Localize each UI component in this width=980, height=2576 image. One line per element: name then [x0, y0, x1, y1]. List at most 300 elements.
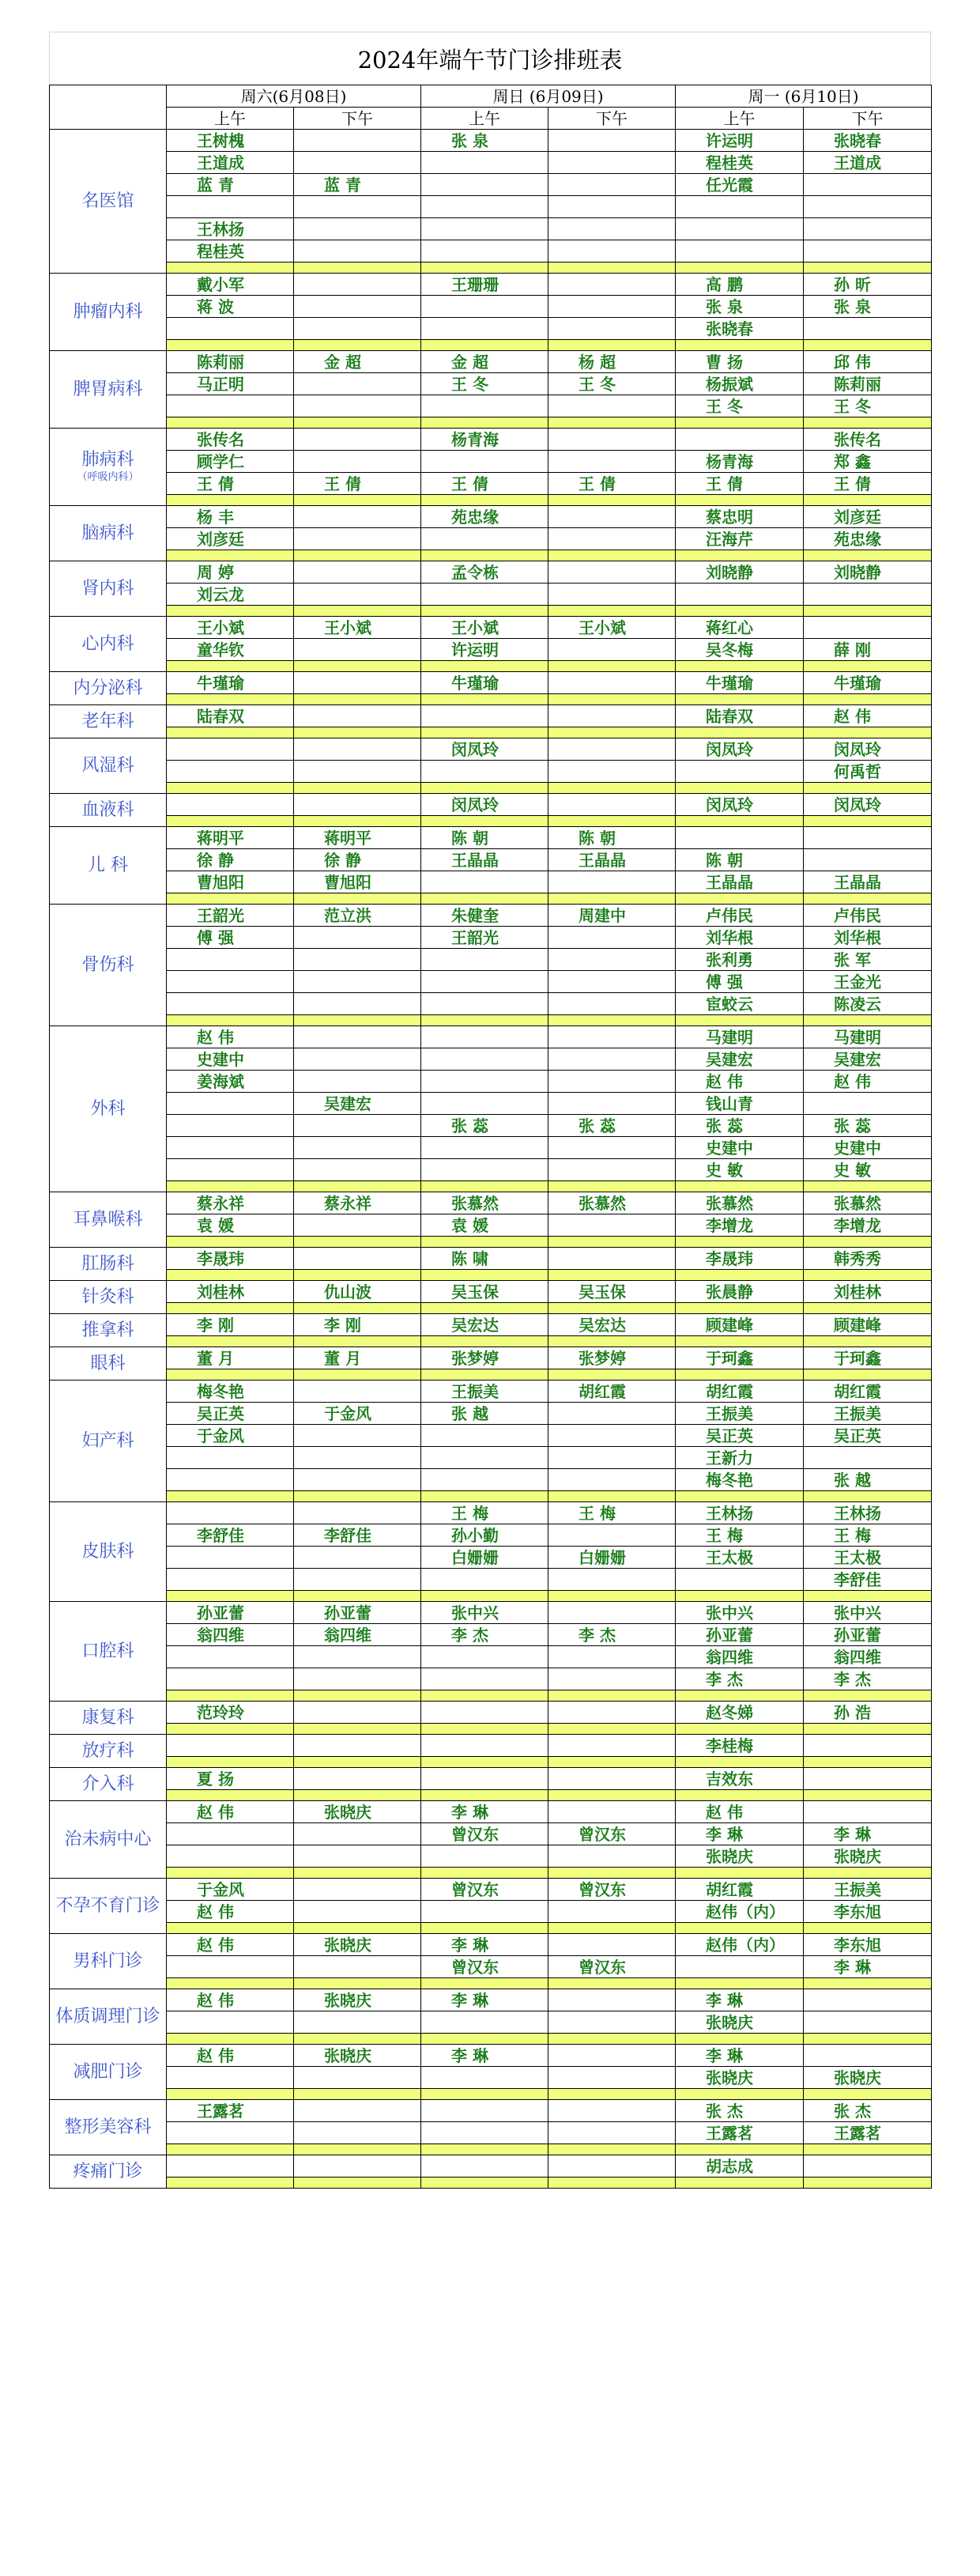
doctor-cell: 刘桂林	[804, 1281, 932, 1303]
doctor-cell	[804, 617, 932, 639]
department-cell	[50, 561, 167, 617]
doctor-cell: 赵 伟	[167, 1934, 294, 1956]
doctor-cell: 牛瑾瑜	[676, 672, 804, 694]
doctor-cell	[548, 639, 676, 661]
doctor-cell	[421, 1702, 548, 1724]
doctor-cell: 吴正英	[167, 1403, 294, 1425]
doctor-cell: 马建明	[676, 1026, 804, 1048]
doctor-cell: 孙亚蕾	[676, 1624, 804, 1646]
doctor-cell	[294, 1569, 421, 1591]
department-name: 外科	[90, 1098, 126, 1119]
doctor-cell: 牛瑾瑜	[167, 672, 294, 694]
doctor-cell	[167, 2011, 294, 2034]
doctor-cell	[294, 705, 421, 727]
doctor-cell: 周建中	[548, 905, 676, 927]
separator-cell	[294, 2034, 421, 2045]
department-name: 血液科	[81, 799, 134, 820]
schedule-title: 2024年端午节门诊排班表	[49, 32, 931, 85]
doctor-cell	[548, 761, 676, 783]
schedule-row	[50, 738, 932, 761]
doctor-cell: 李舒佳	[294, 1524, 421, 1547]
separator-cell	[676, 1015, 804, 1026]
schedule-row	[50, 1702, 932, 1724]
doctor-cell: 李增龙	[676, 1214, 804, 1237]
separator-row	[50, 1015, 932, 1026]
doctor-cell	[548, 871, 676, 893]
doctor-cell	[548, 1768, 676, 1790]
doctor-cell: 梅冬艳	[167, 1381, 294, 1403]
doctor-cell	[548, 395, 676, 417]
department-name: 肾内科	[81, 578, 134, 599]
doctor-cell	[294, 561, 421, 584]
schedule-row	[50, 1524, 932, 1547]
doctor-cell: 张晓春	[804, 130, 932, 152]
separator-row	[50, 1369, 932, 1381]
doctor-cell: 戴小军	[167, 274, 294, 296]
doctor-cell: 王 梅	[804, 1524, 932, 1547]
doctor-cell: 陈 朝	[676, 849, 804, 871]
doctor-cell: 张晓庆	[294, 2045, 421, 2067]
separator-cell	[421, 661, 548, 672]
doctor-cell: 张晓庆	[804, 2067, 932, 2089]
doctor-cell: 吴宏达	[548, 1314, 676, 1336]
doctor-cell	[548, 174, 676, 196]
doctor-cell: 李东旭	[804, 1901, 932, 1923]
schedule-row	[50, 871, 932, 893]
doctor-cell: 王晶晶	[676, 871, 804, 893]
schedule-row	[50, 1403, 932, 1425]
doctor-cell	[548, 1569, 676, 1591]
doctor-cell: 李晟玮	[167, 1248, 294, 1270]
separator-cell	[421, 1868, 548, 1879]
separator-cell	[294, 550, 421, 561]
separator-row	[50, 816, 932, 827]
doctor-cell	[421, 174, 548, 196]
doctor-cell	[804, 584, 932, 606]
separator-row	[50, 340, 932, 351]
separator-cell	[421, 550, 548, 561]
doctor-cell: 苑忠缘	[804, 528, 932, 550]
period-am: 上午	[676, 108, 804, 130]
doctor-cell	[294, 1702, 421, 1724]
department-name: 眼科	[90, 1353, 126, 1373]
doctor-cell: 赵 伟	[167, 1801, 294, 1823]
doctor-cell	[294, 1137, 421, 1159]
separator-cell	[804, 694, 932, 705]
doctor-cell	[421, 1469, 548, 1491]
doctor-cell	[294, 1115, 421, 1137]
separator-cell	[167, 263, 294, 274]
department-name: 耳鼻喉科	[73, 1209, 143, 1229]
doctor-cell: 杨振斌	[676, 373, 804, 395]
doctor-cell	[294, 761, 421, 783]
schedule-body	[50, 85, 932, 2189]
department-name: 体质调理门诊	[55, 2006, 160, 2026]
schedule-table	[49, 85, 932, 2189]
separator-cell	[421, 783, 548, 794]
doctor-cell	[294, 1447, 421, 1469]
doctor-cell	[421, 2011, 548, 2034]
doctor-cell	[167, 1502, 294, 1524]
separator-cell	[548, 727, 676, 738]
doctor-cell	[294, 639, 421, 661]
doctor-cell: 李 杰	[804, 1668, 932, 1690]
separator-cell	[804, 783, 932, 794]
doctor-cell	[548, 584, 676, 606]
separator-cell	[294, 1491, 421, 1502]
doctor-cell: 张中兴	[804, 1602, 932, 1624]
separator-cell	[421, 2034, 548, 2045]
doctor-cell	[548, 993, 676, 1015]
schedule-row	[50, 2011, 932, 2034]
doctor-cell: 杨青海	[676, 451, 804, 473]
doctor-cell	[167, 794, 294, 816]
separator-cell	[167, 550, 294, 561]
doctor-cell: 顾建峰	[804, 1314, 932, 1336]
doctor-cell	[294, 949, 421, 971]
doctor-cell	[294, 1159, 421, 1181]
separator-cell	[804, 606, 932, 617]
doctor-cell	[294, 240, 421, 263]
doctor-cell	[548, 1735, 676, 1757]
separator-cell	[294, 1369, 421, 1381]
doctor-cell: 吴正英	[804, 1425, 932, 1447]
doctor-cell	[167, 971, 294, 993]
separator-cell	[421, 606, 548, 617]
separator-cell	[421, 495, 548, 506]
doctor-cell: 李舒佳	[804, 1569, 932, 1591]
doctor-cell: 王晶晶	[421, 849, 548, 871]
doctor-cell	[548, 296, 676, 318]
doctor-cell	[421, 1071, 548, 1093]
doctor-cell: 闵凤玲	[421, 794, 548, 816]
separator-cell	[804, 417, 932, 429]
separator-row	[50, 661, 932, 672]
separator-cell	[294, 1923, 421, 1934]
doctor-cell	[421, 152, 548, 174]
doctor-cell	[548, 2011, 676, 2034]
doctor-cell: 杨 丰	[167, 506, 294, 528]
doctor-cell	[548, 1137, 676, 1159]
schedule-row	[50, 351, 932, 373]
doctor-cell: 吴玉保	[548, 1281, 676, 1303]
doctor-cell: 张 越	[421, 1403, 548, 1425]
schedule-row	[50, 1281, 932, 1303]
doctor-cell	[804, 827, 932, 849]
separator-cell	[804, 1270, 932, 1281]
doctor-cell: 刘华根	[676, 927, 804, 949]
separator-cell	[167, 661, 294, 672]
separator-cell	[294, 495, 421, 506]
separator-cell	[548, 1270, 676, 1281]
doctor-cell: 王 倩	[294, 473, 421, 495]
doctor-cell: 王小斌	[421, 617, 548, 639]
separator-row	[50, 1336, 932, 1347]
doctor-cell: 徐 静	[294, 849, 421, 871]
doctor-cell: 陈莉丽	[167, 351, 294, 373]
separator-cell	[676, 1336, 804, 1347]
department-cell	[50, 1801, 167, 1879]
separator-row	[50, 1724, 932, 1735]
doctor-cell	[167, 1956, 294, 1978]
separator-cell	[548, 2178, 676, 2189]
schedule-row	[50, 1502, 932, 1524]
doctor-cell	[294, 2011, 421, 2034]
department-cell	[50, 1602, 167, 1702]
schedule-row	[50, 196, 932, 218]
separator-cell	[294, 1690, 421, 1702]
schedule-row	[50, 528, 932, 550]
schedule-row	[50, 1214, 932, 1237]
schedule-row	[50, 1048, 932, 1071]
separator-cell	[676, 1303, 804, 1314]
separator-cell	[804, 816, 932, 827]
doctor-cell: 赵伟（内）	[676, 1934, 804, 1956]
doctor-cell: 王振美	[804, 1403, 932, 1425]
doctor-cell: 于金风	[294, 1403, 421, 1425]
doctor-cell	[548, 2067, 676, 2089]
doctor-cell: 曾汉东	[548, 1956, 676, 1978]
department-name: 肺病科	[81, 449, 134, 470]
doctor-cell: 马正明	[167, 373, 294, 395]
separator-cell	[421, 1369, 548, 1381]
doctor-cell: 王林扬	[804, 1502, 932, 1524]
doctor-cell: 曹旭阳	[294, 871, 421, 893]
separator-cell	[167, 727, 294, 738]
doctor-cell: 张慕然	[804, 1192, 932, 1214]
department-name: 风湿科	[81, 755, 134, 776]
doctor-cell	[421, 1159, 548, 1181]
department-name: 整形美容科	[64, 2117, 152, 2137]
separator-cell	[548, 417, 676, 429]
doctor-cell: 刘彦廷	[804, 506, 932, 528]
doctor-cell: 王振美	[421, 1381, 548, 1403]
separator-row	[50, 1978, 932, 1989]
doctor-cell: 王 倩	[804, 473, 932, 495]
doctor-cell: 王韶光	[167, 905, 294, 927]
schedule-row	[50, 1956, 932, 1978]
doctor-cell: 吴建宏	[676, 1048, 804, 1071]
doctor-cell: 王道成	[804, 152, 932, 174]
doctor-cell: 何禹哲	[804, 761, 932, 783]
doctor-cell	[548, 1845, 676, 1868]
corner-cell	[50, 85, 167, 130]
separator-cell	[676, 1181, 804, 1192]
separator-cell	[804, 1336, 932, 1347]
schedule-row	[50, 1989, 932, 2011]
doctor-cell: 王小斌	[294, 617, 421, 639]
doctor-cell	[804, 1989, 932, 2011]
day-header-row	[50, 85, 932, 108]
doctor-cell: 张中兴	[676, 1602, 804, 1624]
department-cell	[50, 1381, 167, 1502]
doctor-cell: 吴正英	[676, 1425, 804, 1447]
doctor-cell: 闵凤玲	[676, 738, 804, 761]
doctor-cell: 张晓庆	[294, 1934, 421, 1956]
separator-cell	[167, 417, 294, 429]
separator-cell	[167, 1978, 294, 1989]
doctor-cell: 张晓庆	[676, 2067, 804, 2089]
separator-cell	[548, 1237, 676, 1248]
separator-row	[50, 550, 932, 561]
doctor-cell: 仇山波	[294, 1281, 421, 1303]
separator-cell	[676, 606, 804, 617]
separator-cell	[167, 1690, 294, 1702]
doctor-cell: 张 越	[804, 1469, 932, 1491]
department-cell	[50, 130, 167, 274]
separator-cell	[676, 1724, 804, 1735]
separator-row	[50, 1868, 932, 1879]
doctor-cell: 孙亚蕾	[167, 1602, 294, 1624]
schedule-row	[50, 1248, 932, 1270]
separator-cell	[421, 727, 548, 738]
doctor-cell: 杨 超	[548, 351, 676, 373]
doctor-cell	[167, 1668, 294, 1690]
doctor-cell: 蓝 青	[167, 174, 294, 196]
separator-cell	[294, 2089, 421, 2100]
department-cell	[50, 2045, 167, 2100]
doctor-cell: 范玲玲	[167, 1702, 294, 1724]
separator-row	[50, 694, 932, 705]
doctor-cell	[676, 196, 804, 218]
schedule-row	[50, 1646, 932, 1668]
separator-row	[50, 1591, 932, 1602]
doctor-cell: 李 琳	[804, 1823, 932, 1845]
separator-cell	[676, 340, 804, 351]
doctor-cell: 程桂英	[676, 152, 804, 174]
separator-cell	[676, 783, 804, 794]
separator-cell	[421, 1270, 548, 1281]
doctor-cell: 李 杰	[548, 1624, 676, 1646]
doctor-cell: 赵 伟	[167, 2045, 294, 2067]
doctor-cell	[548, 240, 676, 263]
separator-cell	[548, 1690, 676, 1702]
separator-cell	[294, 783, 421, 794]
doctor-cell: 郑 鑫	[804, 451, 932, 473]
doctor-cell: 任光霞	[676, 174, 804, 196]
separator-row	[50, 263, 932, 274]
schedule-row	[50, 1469, 932, 1491]
doctor-cell	[548, 1048, 676, 1071]
separator-cell	[167, 1491, 294, 1502]
separator-cell	[548, 1790, 676, 1801]
doctor-cell	[548, 528, 676, 550]
department-cell	[50, 738, 167, 794]
doctor-cell: 胡红霞	[676, 1879, 804, 1901]
schedule-row	[50, 373, 932, 395]
doctor-cell	[548, 705, 676, 727]
doctor-cell	[421, 1093, 548, 1115]
department-cell	[50, 794, 167, 827]
schedule-row	[50, 1901, 932, 1923]
separator-cell	[167, 1369, 294, 1381]
separator-cell	[804, 893, 932, 905]
schedule-row	[50, 1823, 932, 1845]
doctor-cell: 王晶晶	[804, 871, 932, 893]
doctor-cell	[167, 738, 294, 761]
doctor-cell: 胡红霞	[676, 1381, 804, 1403]
separator-row	[50, 1923, 932, 1934]
doctor-cell	[167, 1093, 294, 1115]
schedule-row	[50, 561, 932, 584]
schedule-row	[50, 705, 932, 727]
doctor-cell: 吴建宏	[804, 1048, 932, 1071]
separator-cell	[167, 1181, 294, 1192]
doctor-cell: 卢伟民	[804, 905, 932, 927]
doctor-cell	[294, 130, 421, 152]
schedule-row	[50, 429, 932, 451]
separator-row	[50, 2089, 932, 2100]
schedule-row	[50, 1159, 932, 1181]
department-name: 口腔科	[81, 1641, 134, 1661]
doctor-cell: 张晓庆	[804, 1845, 932, 1868]
doctor-cell	[548, 1071, 676, 1093]
separator-cell	[548, 1923, 676, 1934]
separator-cell	[167, 1270, 294, 1281]
doctor-cell	[294, 1668, 421, 1690]
doctor-cell: 张晓庆	[294, 1989, 421, 2011]
doctor-cell	[548, 561, 676, 584]
doctor-cell: 王太极	[676, 1547, 804, 1569]
doctor-cell	[421, 1646, 548, 1668]
doctor-cell: 邱 伟	[804, 351, 932, 373]
schedule-row	[50, 1735, 932, 1757]
doctor-cell	[167, 1845, 294, 1868]
doctor-cell: 王晶晶	[548, 849, 676, 871]
schedule-row	[50, 1934, 932, 1956]
doctor-cell: 牛瑾瑜	[421, 672, 548, 694]
department-cell	[50, 1314, 167, 1347]
doctor-cell	[421, 2100, 548, 2122]
doctor-cell: 张梦婷	[548, 1347, 676, 1369]
doctor-cell: 翁四维	[804, 1646, 932, 1668]
doctor-cell	[548, 949, 676, 971]
doctor-cell	[548, 1093, 676, 1115]
doctor-cell: 于珂鑫	[804, 1347, 932, 1369]
separator-cell	[804, 1724, 932, 1735]
doctor-cell: 王 倩	[421, 473, 548, 495]
doctor-cell: 吴建宏	[294, 1093, 421, 1115]
department-cell	[50, 1934, 167, 1989]
department-name: 肛肠科	[81, 1253, 134, 1274]
doctor-cell: 张 泉	[804, 296, 932, 318]
doctor-cell: 蔡永祥	[167, 1192, 294, 1214]
doctor-cell: 李 琳	[804, 1956, 932, 1978]
doctor-cell: 蒋明平	[294, 827, 421, 849]
doctor-cell: 李 琳	[676, 1823, 804, 1845]
doctor-cell: 翁四维	[167, 1624, 294, 1646]
doctor-cell: 陈 朝	[548, 827, 676, 849]
doctor-cell: 张晓春	[676, 318, 804, 340]
doctor-cell	[294, 927, 421, 949]
doctor-cell	[421, 993, 548, 1015]
doctor-cell	[548, 1159, 676, 1181]
schedule-row	[50, 274, 932, 296]
doctor-cell: 张传名	[804, 429, 932, 451]
doctor-cell	[548, 218, 676, 240]
doctor-cell: 朱健奎	[421, 905, 548, 927]
separator-cell	[548, 1303, 676, 1314]
schedule-row	[50, 905, 932, 927]
department-name: 妇产科	[81, 1430, 134, 1451]
doctor-cell: 陆春双	[676, 705, 804, 727]
doctor-cell	[167, 2122, 294, 2144]
doctor-cell	[804, 218, 932, 240]
doctor-cell: 夏 扬	[167, 1768, 294, 1790]
schedule-row	[50, 927, 932, 949]
doctor-cell	[804, 849, 932, 871]
doctor-cell	[294, 971, 421, 993]
